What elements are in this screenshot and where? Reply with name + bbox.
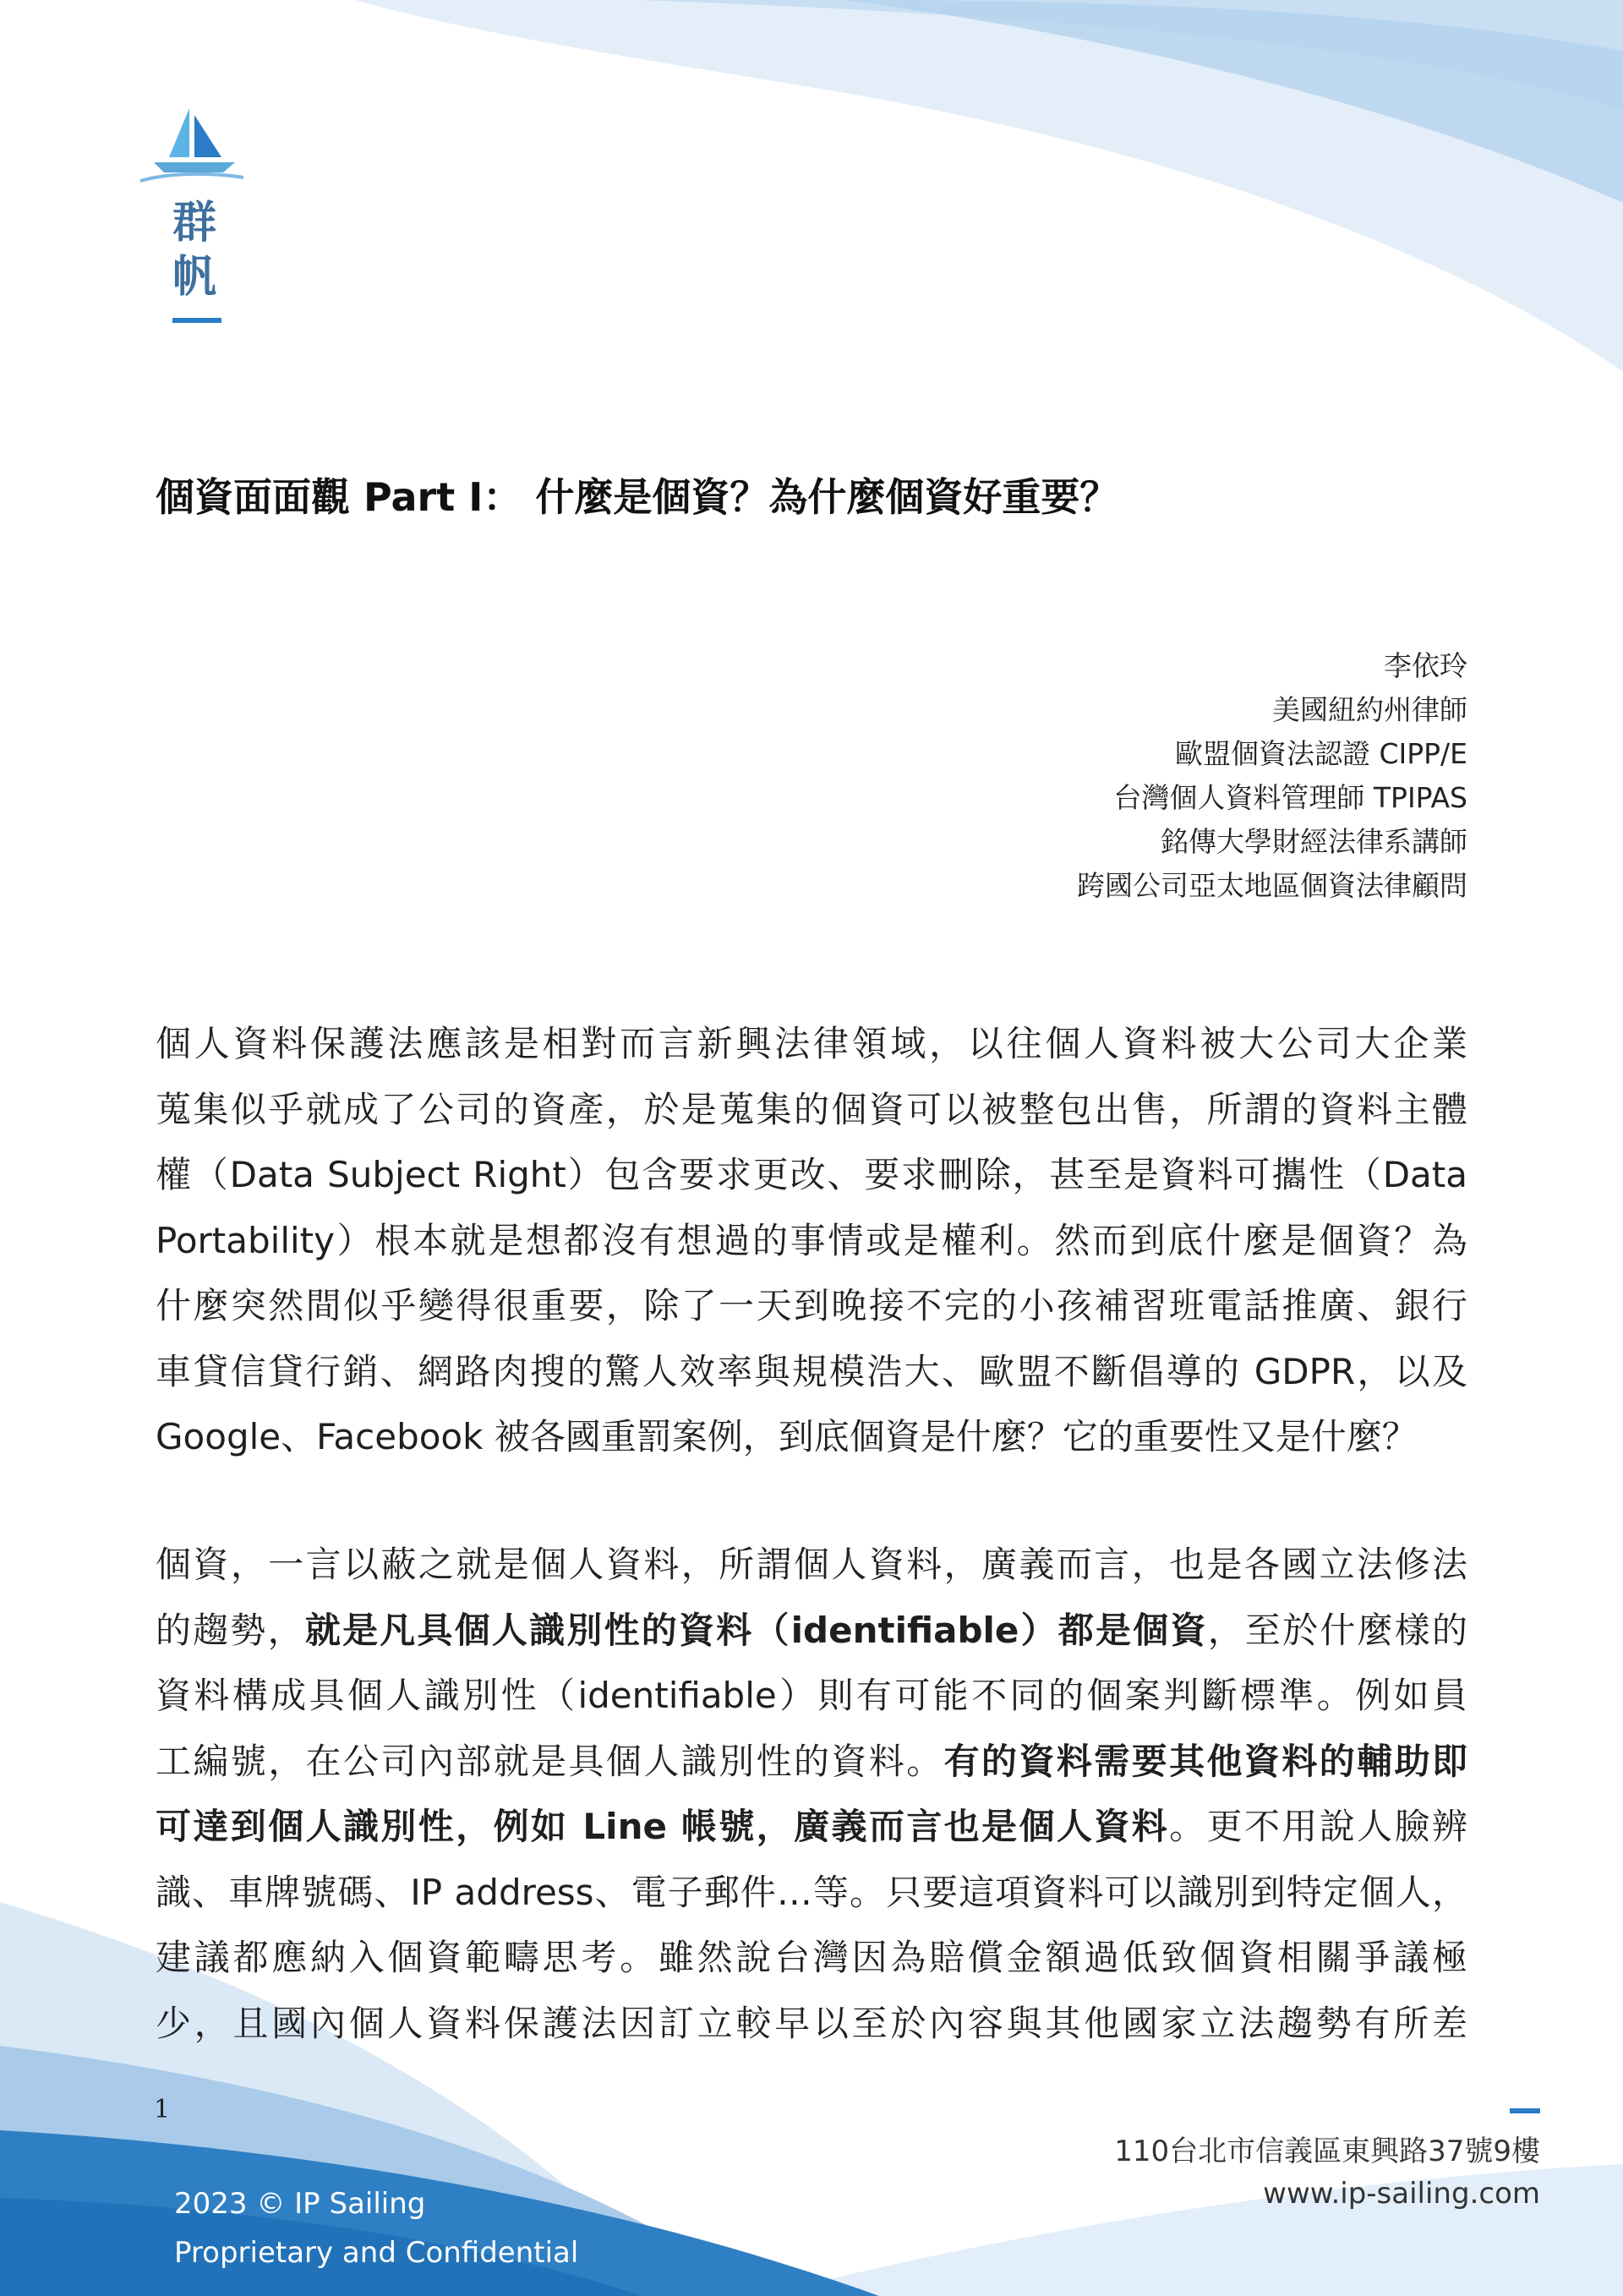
- paragraph-line: 蒐集似乎就成了公司的資產，於是蒐集的個資可以被整包出售，所謂的資料主體: [156, 1088, 1467, 1130]
- paragraph-line: 資料構成具個人識別性（identifiable）則有可能不同的個案判斷標準。例如員: [156, 1675, 1467, 1716]
- copyright-text: 2023 © IP Sailing: [174, 2187, 426, 2221]
- sailboat-icon: [135, 101, 245, 186]
- office-address: 110台北市信義區東興路37號9樓: [1114, 2135, 1540, 2168]
- bold-text-run: 可達到個人識別性，例如 Line 帳號，廣義而言也是個人資料: [156, 1806, 1170, 1847]
- paragraph-line: 車貸信貸行銷、網路肉搜的驚人效率與規模浩大、歐盟不斷倡導的 GDPR，以及: [156, 1350, 1467, 1392]
- confidential-text: Proprietary and Confidential: [174, 2236, 579, 2270]
- paragraph-line: [156, 1598, 1467, 1664]
- body-paragraph-1: [156, 1011, 1467, 1470]
- author-credential: 台灣個人資料管理師 TPIPAS: [1113, 781, 1467, 814]
- footer-accent-dash: [1510, 2108, 1540, 2113]
- author-block: [1077, 644, 1467, 908]
- author-credential: 美國紐約州律師: [1272, 693, 1467, 726]
- paragraph-line: [156, 1794, 1467, 1860]
- company-logo: [135, 101, 254, 303]
- logo-text: 群帆: [172, 198, 216, 303]
- paragraph-line: 什麼突然間似乎變得很重要，除了一天到晚接不完的小孩補習班電話推廣、銀行: [156, 1285, 1467, 1326]
- website-link[interactable]: www.ip-sailing.com: [1263, 2177, 1540, 2211]
- text-run: 的趨勢，: [156, 1609, 305, 1651]
- paragraph-line: 個資，一言以蔽之就是個人資料，所謂個人資料，廣義而言，也是各國立法修法: [156, 1544, 1467, 1585]
- contact-block: [1114, 2130, 1540, 2215]
- body-paragraph-2: [156, 1532, 1467, 2056]
- paragraph-line: Portability）根本就是想都沒有想過的事情或是權利。然而到底什麼是個資？為: [156, 1219, 1467, 1261]
- author-credential: 歐盟個資法認證 CIPP/E: [1174, 737, 1467, 770]
- bold-text-run: 有的資料需要其他資料的輔助即: [943, 1740, 1467, 1782]
- paragraph-line: 個人資料保護法應該是相對而言新興法律領域，以往個人資料被大公司大企業: [156, 1023, 1467, 1064]
- copyright-block: [174, 2179, 578, 2277]
- text-run: ，至於什麼樣的: [1207, 1609, 1467, 1651]
- paragraph-line: 建議都應納入個資範疇思考。雖然說台灣因為賠償金額過低致個資相關爭議極: [156, 1937, 1467, 1978]
- text-run: 工編號，在公司內部就是具個人識別性的資料。: [156, 1740, 944, 1782]
- logo-underline: [172, 318, 221, 323]
- text-run: 。更不用說人臉辨: [1169, 1806, 1467, 1847]
- author-credential: 銘傳大學財經法律系講師: [1161, 825, 1467, 858]
- paragraph-line: 少，且國內個人資料保護法因訂立較早以至於內容與其他國家立法趨勢有所差: [156, 2002, 1467, 2044]
- paragraph-line: Google、Facebook 被各國重罰案例，到底個資是什麼？它的重要性又是什麼？: [156, 1416, 1418, 1457]
- bold-text-run: 就是凡具個人識別性的資料（identifiable）都是個資: [304, 1609, 1208, 1651]
- document-title: 個資面面觀 Part I： 什麼是個資？為什麼個資好重要？: [156, 474, 1119, 520]
- page-number: 1: [154, 2095, 171, 2124]
- author-name: 李依玲: [1384, 649, 1467, 682]
- paragraph-line: 識、車牌號碼、IP address、電子郵件…等。只要這項資料可以識別到特定個人，: [156, 1871, 1467, 1913]
- paragraph-line: [156, 1729, 1467, 1795]
- author-credential: 跨國公司亞太地區個資法律顧問: [1077, 869, 1467, 902]
- paragraph-line: 權（Data Subject Right）包含要求更改、要求刪除，甚至是資料可攜性（Data: [156, 1154, 1467, 1195]
